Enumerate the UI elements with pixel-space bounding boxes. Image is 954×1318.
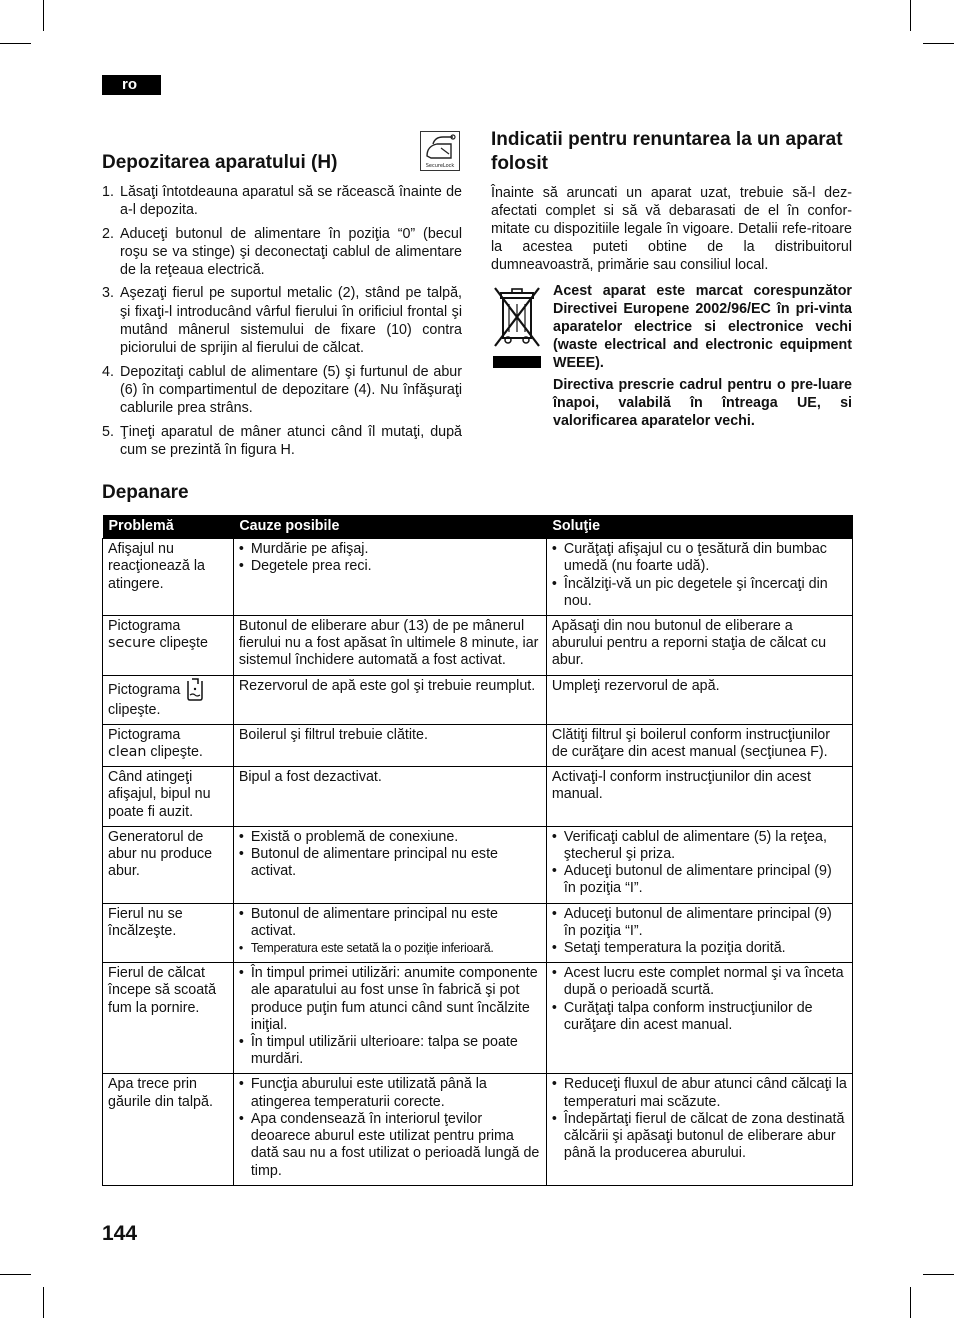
column-header-solution: Soluţie: [546, 515, 852, 539]
problem-cell: [103, 616, 234, 676]
table-row: [103, 724, 853, 766]
crop-mark: [0, 43, 31, 44]
disposal-section: [491, 128, 852, 434]
crop-mark: [923, 43, 954, 44]
crop-mark: [43, 0, 44, 31]
problem-cell: Afişajul nu reacţionează la atingere.: [103, 539, 234, 616]
icon-word: clean: [108, 744, 147, 761]
column-header-causes: Cauze posibile: [233, 515, 546, 539]
cause-item: • Temperatura este setată la o poziţie inferioară.: [239, 940, 541, 957]
solution-item: • Aduceţi butonul de alimentare principal (9) în poziţia “I”.: [552, 863, 847, 897]
solution-item: • Îndepărtaţi fierul de călcat de zona destinată călcării şi apăsaţi butonul de eliberare abur până la producerea aburului.: [552, 1111, 847, 1163]
storage-step: [102, 183, 462, 220]
language-tab: ro: [102, 75, 161, 95]
weee-text: [553, 282, 852, 430]
solution-cell: Apăsaţi din nou butonul de eliberare a aburului pentru a reporni staţia de călcat cu abur.: [546, 616, 852, 676]
crop-mark: [910, 0, 911, 31]
step-text: Lăsaţi întotdeauna aparatul să se răcească înainte de a-l depozita.: [120, 184, 462, 219]
storage-step: [102, 363, 462, 418]
solution-item: • Aduceţi butonul de alimentare principal (9) în poziţia “I”.: [552, 906, 847, 940]
problem-label: Pictograma: [108, 726, 181, 743]
causes-cell: [233, 963, 546, 1074]
solution-cell: Umpleţi rezervorul de apă.: [546, 675, 852, 724]
weee-block: [491, 282, 852, 430]
table-row: [103, 767, 853, 827]
storage-steps: [102, 183, 462, 459]
cause-item: • În timpul primei utilizări: anumite componente ale aparatului au fost unse în fabrică şi pot produce puţin fum atunci când sunt încălzite iniţial.: [239, 965, 541, 1034]
problem-label: clipeşte: [155, 635, 208, 652]
page-number: 144: [102, 1222, 138, 1245]
cause-item: • Degetele prea reci.: [239, 558, 541, 575]
icon-word: secure: [108, 635, 156, 652]
disposal-intro: Înainte să aruncati un aparat uzat, trebuie să-l dez-afectati complet si să vă debarasati de el în confor-mitate cu dispozitiile legale în vigoare. Detalii refe-ritoare la acestea puteti obtine de la distribuitorul dumneavoastră, primărie sau consiliul local.: [491, 185, 852, 273]
table-header-row: [103, 515, 853, 539]
troubleshooting-table: [102, 515, 853, 1186]
table-row: [103, 1074, 853, 1185]
step-number: 5.: [102, 423, 114, 440]
weee-paragraph-2: Directiva prescrie cadrul pentru o pre-luare înapoi, valabilă în întreaga UE, si valorificarea aparatelor vechi.: [553, 377, 852, 429]
problem-label: Pictograma: [108, 618, 181, 635]
solution-cell: [546, 826, 852, 903]
disposal-title: Indicatii pentru renuntarea la un aparat folosit: [491, 129, 843, 174]
problem-cell: [103, 724, 234, 766]
crop-mark: [0, 1274, 31, 1275]
step-number: 3.: [102, 285, 114, 302]
causes-cell: Rezervorul de apă este gol şi trebuie reumplut.: [233, 675, 546, 724]
troubleshooting-title: Depanare: [102, 482, 189, 503]
step-text: Aduceţi butonul de alimentare în poziţia “0” (becul roşu se va stinge) şi deconectaţi cablul de alimentare de la reţeaua electrică.: [120, 225, 462, 279]
causes-cell: [233, 903, 546, 963]
crop-mark: [910, 1287, 911, 1318]
causes-cell: Butonul de eliberare abur (13) de pe mânerul fierului nu a fost apăsat în ultimele 8 minute, iar sistemul închidere automată a fost activat.: [233, 616, 546, 676]
solution-item: • Acest lucru este complet normal şi va înceta după o perioadă scurtă.: [552, 965, 847, 999]
cause-item: • Butonul de alimentare principal nu este activat.: [239, 906, 541, 940]
cause-item: • Butonul de alimentare principal nu este activat.: [239, 846, 541, 880]
storage-step: [102, 284, 462, 357]
column-header-problem: Problemă: [103, 515, 234, 539]
step-text: Aşezaţi fierul pe suportul metalic (2), stând pe talpă, şi fixaţi-l introducând vârful fierului în orificiul frontal şi mutând mânerul sistemului de fixare (10) contra piciorului de sprijin al fierului de călcat.: [120, 285, 462, 357]
storage-step: [102, 423, 462, 460]
cause-item: • Apa condensează în interiorul ţevilor deoarece aburul este utilizat pentru prima dată sau nu a fost utilizat o perioadă lungă de timp.: [239, 1111, 541, 1180]
causes-cell: [233, 1074, 546, 1185]
solution-item: • Verificaţi cablul de alimentare (5) la reţea, ştecherul şi priza.: [552, 829, 847, 863]
causes-cell: [233, 539, 546, 616]
problem-cell: Când atingeţi afişajul, bipul nu poate fi auzit.: [103, 767, 234, 827]
crossed-bin-icon: [491, 284, 543, 370]
table-row: [103, 903, 853, 963]
svg-text:SecureLock: SecureLock: [425, 163, 455, 169]
table-row: [103, 826, 853, 903]
problem-cell: [103, 675, 234, 724]
table-row: [103, 963, 853, 1074]
step-text: Ţineţi aparatul de mâner atunci când îl mutaţi, după cum se prezintă în figura H.: [120, 423, 462, 458]
problem-label: clipeşte.: [108, 701, 161, 718]
weee-paragraph-1: Acest aparat este marcat corespunzător Directivei Europene 2002/96/EC în pri-vinta aparatelor electrice si electronice vechi (waste electrical and electronic equipment WEEE).: [553, 283, 852, 371]
solution-item: • Curăţaţi afişajul cu o ţesătură din bumbac umedă (nu foarte udă).: [552, 541, 847, 575]
cause-item: • Funcţia aburului este utilizată până la atingerea temperaturii corecte.: [239, 1076, 541, 1110]
causes-cell: Bipul a fost dezactivat.: [233, 767, 546, 827]
step-number: 2.: [102, 225, 114, 242]
step-number: 1.: [102, 184, 114, 200]
cause-item: • În timpul utilizării ulterioare: talpa se poate murdări.: [239, 1034, 541, 1068]
cause-item: • Există o problemă de conexiune.: [239, 829, 541, 846]
water-tank-icon: [184, 678, 206, 702]
problem-cell: Fierul nu se încălzeşte.: [103, 903, 234, 963]
storage-section: [102, 135, 462, 464]
table-row: [103, 675, 853, 724]
problem-label: Pictograma: [108, 681, 181, 698]
solution-item: • Setaţi temperatura la poziţia dorită.: [552, 940, 847, 957]
solution-cell: Activaţi-l conform instrucţiunilor din acest manual.: [546, 767, 852, 827]
crop-mark: [43, 1287, 44, 1318]
cause-item: • Murdărie pe afişaj.: [239, 541, 541, 558]
storage-title: Depozitarea aparatului (H): [102, 152, 338, 173]
solution-item: • Curăţaţi talpa conform instrucţiunilor de curăţare din acest manual.: [552, 1000, 847, 1034]
table-row: [103, 616, 853, 676]
problem-cell: Apa trece prin găurile din talpă.: [103, 1074, 234, 1185]
storage-step: [102, 225, 462, 280]
solution-cell: [546, 963, 852, 1074]
solution-cell: [546, 539, 852, 616]
table-row: [103, 539, 853, 616]
solution-cell: [546, 903, 852, 963]
causes-cell: [233, 826, 546, 903]
solution-cell: Clătiţi filtrul şi boilerul conform instrucţiunilor de curăţare din acest manual (secţiunea F).: [546, 724, 852, 766]
causes-cell: Boilerul şi filtrul trebuie clătite.: [233, 724, 546, 766]
crop-mark: [923, 1274, 954, 1275]
solution-item: • Reduceţi fluxul de abur atunci când călcaţi la temperaturi mai scăzute.: [552, 1076, 847, 1110]
problem-label: clipeşte.: [146, 744, 203, 761]
step-number: 4.: [102, 363, 114, 380]
problem-cell: Fierul de călcat începe să scoată fum la pornire.: [103, 963, 234, 1074]
solution-cell: [546, 1074, 852, 1185]
solution-item: • Încălziţi-vă un pic degetele şi încercaţi din nou.: [552, 576, 847, 610]
step-text: Depozitaţi cablul de alimentare (5) şi furtunul de abur (6) în compartimentul de depozitare (4). Nu înfăşuraţi cablurile prea strâns.: [120, 363, 462, 417]
problem-cell: Generatorul de abur nu produce abur.: [103, 826, 234, 903]
